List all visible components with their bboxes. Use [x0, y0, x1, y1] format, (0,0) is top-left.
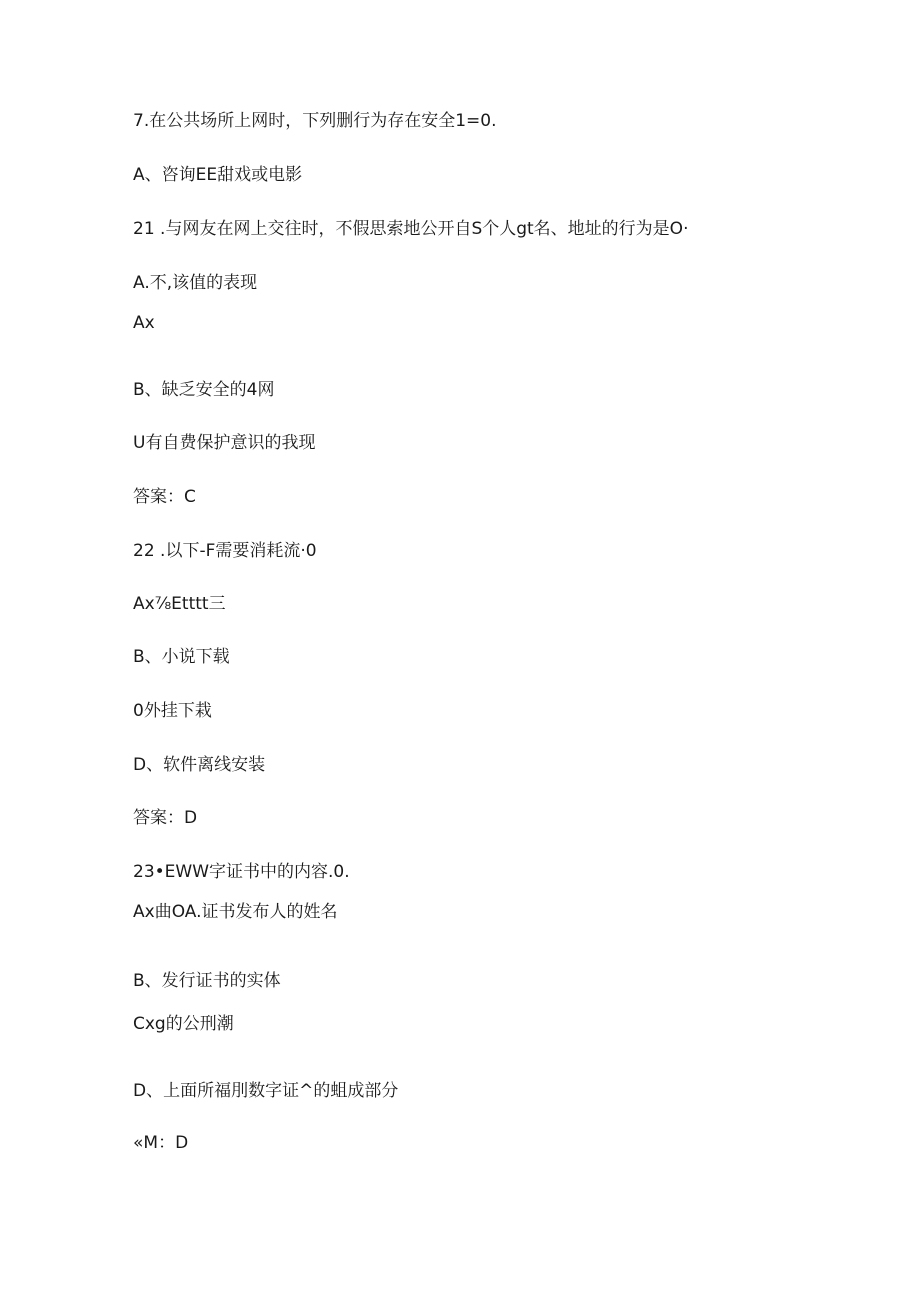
- option-d-line: D、软件离线安装: [133, 755, 266, 775]
- option-c-line: Cxg的公刑潮: [133, 1014, 234, 1034]
- option-fragment-line: Ax: [133, 313, 155, 333]
- question-7-line: 7.在公共场所上网时，下列删行为存在安全1=0.: [133, 111, 497, 131]
- option-a-line: Ax曲OA.证书发布人的姓名: [133, 902, 338, 922]
- option-a-line: Ax⅞Etttt三: [133, 594, 226, 614]
- option-a-line: A、咨询EE甜戏或电影: [133, 165, 303, 185]
- option-b-line: B、小说下载: [133, 647, 230, 667]
- answer-line: «M：D: [133, 1133, 189, 1153]
- option-c-line: U有自费保护意识的我现: [133, 433, 316, 453]
- question-21-line: 21 .与网友在网上交往时，不假思索地公开自S个人gt名、地址的行为是O·: [133, 219, 689, 239]
- question-22-line: 22 .以下-F需要消耗流·0: [133, 541, 317, 561]
- answer-line: 答案：C: [133, 487, 196, 507]
- option-b-line: B、发行证书的实体: [133, 971, 281, 991]
- option-b-line: B、缺乏安全的4网: [133, 380, 275, 400]
- option-c-line: 0外挂下栽: [133, 701, 212, 721]
- option-a-line: A.不,该值的表现: [133, 273, 258, 293]
- option-d-line: D、上面所福刖数字证^的蛆成部分: [133, 1081, 399, 1101]
- question-23-line: 23•EWW字证书中的内容.0.: [133, 862, 350, 882]
- answer-line: 答案：D: [133, 808, 198, 828]
